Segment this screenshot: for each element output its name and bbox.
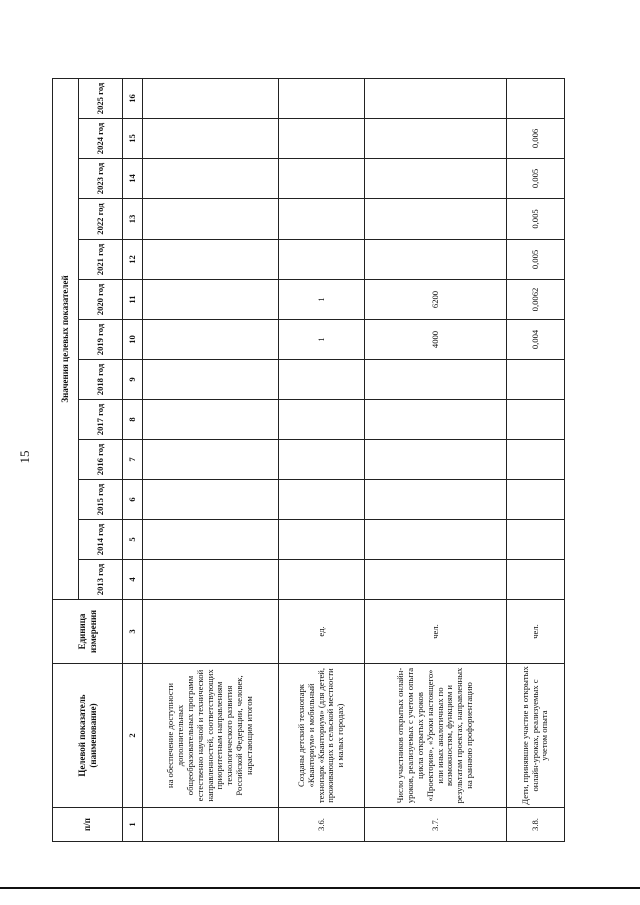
column-number: 4 xyxy=(123,560,143,600)
table-row xyxy=(143,78,279,841)
table-row xyxy=(279,78,365,841)
value-cell xyxy=(279,520,365,560)
value-cell: 6200 xyxy=(365,280,507,320)
row-number: 3.6. xyxy=(279,808,365,842)
unit-cell: чел. xyxy=(507,600,565,664)
header-values-group: Значения целевых показателей xyxy=(53,78,79,599)
value-cell xyxy=(143,520,279,560)
value-cell xyxy=(365,520,507,560)
year-header: 2014 год xyxy=(79,520,123,560)
value-cell xyxy=(507,480,565,520)
row-number: 3.7. xyxy=(365,808,507,842)
unit-cell: чел. xyxy=(365,600,507,664)
value-cell: 0,005 xyxy=(507,240,565,280)
value-cell xyxy=(143,400,279,440)
unit-cell: ед. xyxy=(279,600,365,664)
value-cell xyxy=(507,400,565,440)
value-cell xyxy=(507,78,565,118)
value-cell xyxy=(365,560,507,600)
column-number: 12 xyxy=(123,240,143,280)
value-cell xyxy=(279,78,365,118)
value-cell xyxy=(279,440,365,480)
year-header: 2023 год xyxy=(79,159,123,199)
value-cell xyxy=(365,78,507,118)
table-row xyxy=(507,78,565,841)
value-cell xyxy=(279,360,365,400)
column-number: 16 xyxy=(123,78,143,118)
value-cell xyxy=(365,119,507,159)
value-cell: 0,004 xyxy=(507,320,565,360)
column-number: 8 xyxy=(123,400,143,440)
year-header: 2022 год xyxy=(79,199,123,240)
value-cell xyxy=(279,240,365,280)
header-row-group xyxy=(53,78,79,841)
column-number: 13 xyxy=(123,199,143,240)
value-cell: 0,005 xyxy=(507,199,565,240)
value-cell: 0,005 xyxy=(507,159,565,199)
column-number: 6 xyxy=(123,480,143,520)
header-name: Целевой показатель (наименование) xyxy=(53,664,123,808)
year-header: 2015 год xyxy=(79,480,123,520)
column-number: 2 xyxy=(123,664,143,808)
value-cell xyxy=(365,360,507,400)
year-header: 2024 год xyxy=(79,119,123,159)
column-number: 10 xyxy=(123,320,143,360)
value-cell xyxy=(143,119,279,159)
header-num: п/п xyxy=(53,808,123,842)
column-number: 15 xyxy=(123,119,143,159)
value-cell xyxy=(365,480,507,520)
value-cell xyxy=(365,400,507,440)
bottom-rule xyxy=(0,887,640,889)
value-cell: 1 xyxy=(279,280,365,320)
header-unit: Единица измерения xyxy=(53,600,123,664)
value-cell xyxy=(143,440,279,480)
column-number-row xyxy=(123,78,143,841)
value-cell xyxy=(507,560,565,600)
value-cell xyxy=(143,560,279,600)
value-cell xyxy=(507,520,565,560)
column-number: 1 xyxy=(123,808,143,842)
indicator-name: на обеспечение доступности дополнительных общеобразовательных программ естественно научной и технической направленностей, соответствующих приоритетным направлениям технологического развития Российской Федерации, человек, нарастающим итогом xyxy=(143,664,279,808)
column-number: 9 xyxy=(123,360,143,400)
year-header: 2017 год xyxy=(79,400,123,440)
indicator-name: Созданы детский технопарк «Кванториум» и мобильный технопарк «Кванториум» (для детей, проживающих в сельской местности и малых городах) xyxy=(279,664,365,808)
column-number: 5 xyxy=(123,520,143,560)
value-cell xyxy=(143,360,279,400)
value-cell xyxy=(279,480,365,520)
year-header: 2020 год xyxy=(79,280,123,320)
indicator-name: Число участников открытых онлайн-уроков, реализуемых с учетом опыта цикла открытых уроков «Проектория», «Уроки настоящего» или иных аналогичных по возможностям, функциям и результатам проектах, направленных на раннюю профориентацию xyxy=(365,664,507,808)
value-cell xyxy=(279,560,365,600)
value-cell xyxy=(279,119,365,159)
value-cell xyxy=(365,240,507,280)
row-number xyxy=(143,808,279,842)
value-cell xyxy=(143,480,279,520)
value-cell: 1 xyxy=(279,320,365,360)
value-cell: 0,006 xyxy=(507,119,565,159)
column-number: 11 xyxy=(123,280,143,320)
value-cell xyxy=(279,199,365,240)
table-row xyxy=(365,78,507,841)
unit-cell xyxy=(143,600,279,664)
year-header: 2013 год xyxy=(79,560,123,600)
year-header: 2018 год xyxy=(79,360,123,400)
value-cell: 4000 xyxy=(365,320,507,360)
value-cell xyxy=(507,440,565,480)
value-cell xyxy=(365,440,507,480)
column-number: 7 xyxy=(123,440,143,480)
value-cell xyxy=(143,240,279,280)
row-number: 3.8. xyxy=(507,808,565,842)
year-header: 2025 год xyxy=(79,78,123,118)
page-number: 15 xyxy=(17,450,32,464)
target-indicators-table xyxy=(52,78,565,842)
column-number: 3 xyxy=(123,600,143,664)
value-cell xyxy=(365,159,507,199)
value-cell xyxy=(143,199,279,240)
year-header: 2021 год xyxy=(79,240,123,280)
value-cell xyxy=(143,320,279,360)
value-cell xyxy=(279,400,365,440)
value-cell: 0,0062 xyxy=(507,280,565,320)
value-cell xyxy=(143,78,279,118)
value-cell xyxy=(279,159,365,199)
year-header: 2019 год xyxy=(79,320,123,360)
value-cell xyxy=(507,360,565,400)
value-cell xyxy=(143,159,279,199)
indicator-name: Дети, принявшие участие в открытых онлайн-уроках, реализуемых с учетом опыта xyxy=(507,664,565,808)
value-cell xyxy=(365,199,507,240)
year-header: 2016 год xyxy=(79,440,123,480)
column-number: 14 xyxy=(123,159,143,199)
value-cell xyxy=(143,280,279,320)
rotated-page xyxy=(52,79,564,842)
